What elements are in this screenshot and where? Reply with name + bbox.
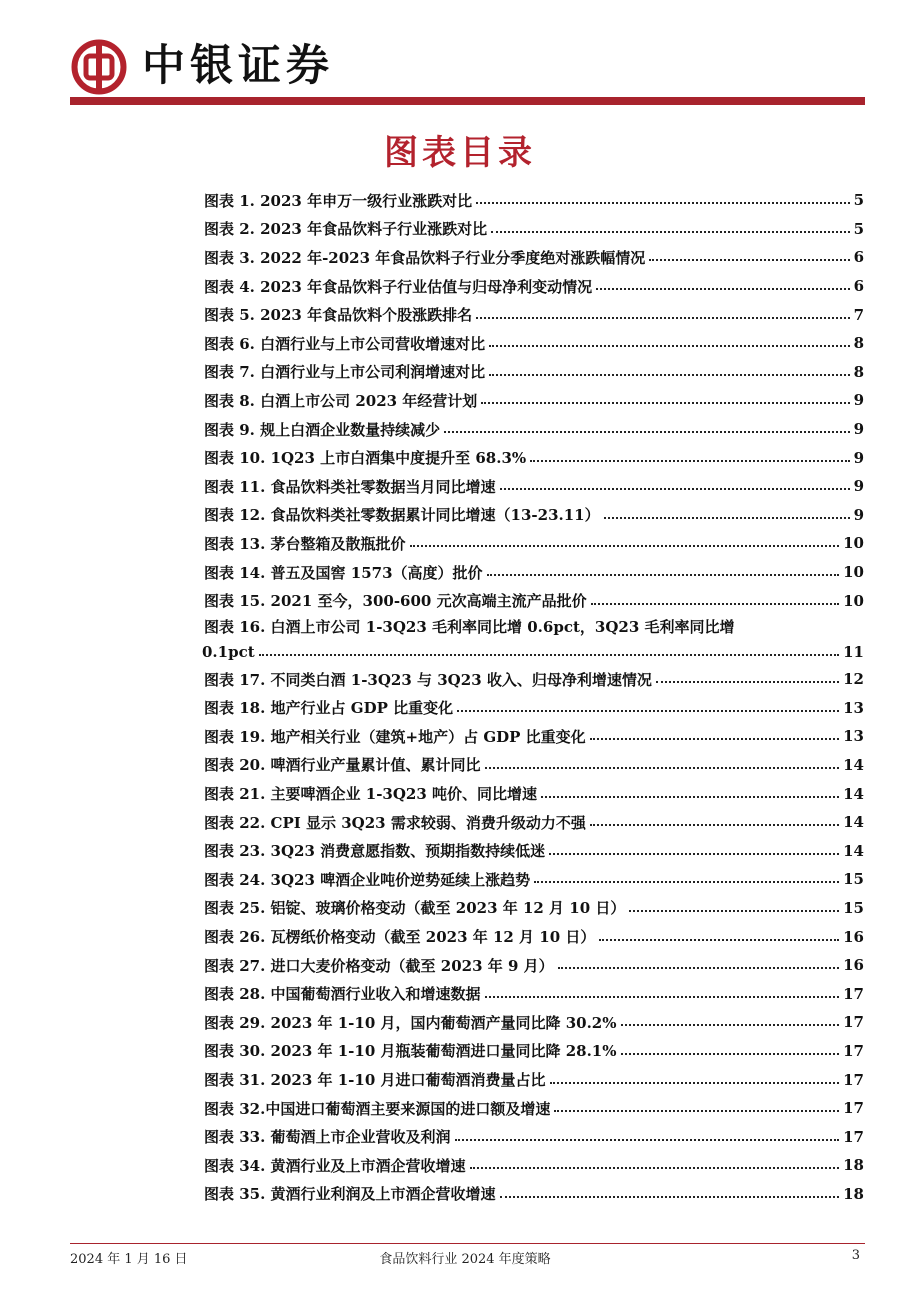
toc-entry-label: 图表 21. 主要啤酒企业 1-3Q23 吨价、同比增速 xyxy=(204,785,538,804)
toc-entry-page: 9 xyxy=(853,505,864,524)
toc-leader-dots xyxy=(470,1167,840,1169)
toc-entry[interactable] xyxy=(204,501,864,530)
toc-entry-label: 图表 24. 3Q23 啤酒企业吨价逆势延续上涨趋势 xyxy=(204,870,531,889)
toc-leader-dots xyxy=(599,939,839,941)
toc-leader-dots xyxy=(476,317,849,319)
toc-entry[interactable] xyxy=(204,951,864,980)
toc-leader-dots xyxy=(590,738,839,740)
toc-entry-label: 图表 14. 普五及国窖 1573（高度）批价 xyxy=(204,563,483,582)
header-rule xyxy=(70,97,865,105)
toc-leader-dots xyxy=(487,574,840,576)
toc-entry-page: 13 xyxy=(843,698,864,717)
toc-entry-label: 图表 15. 2021 至今，300-600 元次高端主流产品批价 xyxy=(204,592,587,611)
toc-entry-page: 10 xyxy=(843,534,864,553)
toc-entry[interactable] xyxy=(204,300,864,329)
toc-entry-label: 图表 11. 食品饮料类社零数据当月同比增速 xyxy=(204,477,496,496)
toc-entry-page: 10 xyxy=(843,591,864,610)
toc-entry[interactable] xyxy=(204,1122,864,1151)
toc-entry-page: 17 xyxy=(843,1127,864,1146)
toc-leader-dots xyxy=(489,345,849,347)
toc-entry[interactable] xyxy=(204,894,864,923)
toc-entry-page: 11 xyxy=(843,642,864,661)
toc-entry[interactable] xyxy=(204,186,864,215)
toc-entry-label: 图表 23. 3Q23 消费意愿指数、预期指数持续低迷 xyxy=(204,842,546,861)
toc-leader-dots xyxy=(476,202,849,204)
toc-entry[interactable] xyxy=(204,808,864,837)
toc-entry-label: 图表 25. 铝锭、玻璃价格变动（截至 2023 年 12 月 10 日） xyxy=(204,899,626,918)
toc-entry-page: 16 xyxy=(843,956,864,975)
toc-entry[interactable] xyxy=(204,694,864,723)
toc-entry-label: 图表 33. 葡萄酒上市企业营收及利润 xyxy=(204,1128,451,1147)
toc-entry-page: 14 xyxy=(843,841,864,860)
toc-entry-page: 9 xyxy=(853,448,864,467)
toc-entry[interactable] xyxy=(204,865,864,894)
toc-leader-dots xyxy=(541,796,839,798)
toc-entry-page: 9 xyxy=(853,391,864,410)
toc-entry-label: 图表 12. 食品饮料类社零数据累计同比增速（13-23.11） xyxy=(204,506,600,525)
toc-entry-label: 图表 20. 啤酒行业产量累计值、累计同比 xyxy=(204,756,481,775)
table-of-figures xyxy=(204,186,864,1208)
toc-leader-dots xyxy=(455,1139,840,1141)
toc-entry-label: 图表 34. 黄酒行业及上市酒企营收增速 xyxy=(204,1156,466,1175)
toc-entry[interactable] xyxy=(204,1008,864,1037)
toc-leader-dots xyxy=(444,431,849,433)
toc-leader-dots xyxy=(621,1053,840,1055)
toc-leader-dots xyxy=(550,1082,840,1084)
toc-leader-dots xyxy=(530,460,849,462)
toc-leader-dots xyxy=(489,374,849,376)
toc-leader-dots xyxy=(596,288,849,290)
toc-entry-label: 图表 29. 2023 年 1-10 月，国内葡萄酒产量同比降 30.2% xyxy=(204,1013,617,1032)
toc-entry-label: 图表 28. 中国葡萄酒行业收入和增速数据 xyxy=(204,985,481,1004)
toc-entry[interactable] xyxy=(204,1151,864,1180)
toc-leader-dots xyxy=(485,767,840,769)
toc-entry-label: 图表 5. 2023 年食品饮料个股涨跌排名 xyxy=(204,306,473,325)
toc-entry-page: 5 xyxy=(853,219,864,238)
toc-leader-dots xyxy=(590,824,839,826)
toc-entry-page: 18 xyxy=(843,1156,864,1175)
toc-entry[interactable] xyxy=(204,558,864,587)
toc-leader-dots xyxy=(549,853,839,855)
toc-entry-page: 5 xyxy=(853,191,864,210)
toc-entry-label: 图表 2. 2023 年食品饮料子行业涨跌对比 xyxy=(204,220,488,239)
toc-entry-page: 17 xyxy=(843,1070,864,1089)
toc-entry-continuation[interactable] xyxy=(202,639,864,665)
toc-entry-page: 17 xyxy=(843,984,864,1003)
footer-page-number: 3 xyxy=(851,1248,860,1263)
toc-entry-label: 图表 7. 白酒行业与上市公司利润增速对比 xyxy=(204,363,486,382)
toc-entry[interactable] xyxy=(204,751,864,780)
toc-entry-page: 8 xyxy=(853,334,864,353)
toc-entry-label: 图表 8. 白酒上市公司 2023 年经营计划 xyxy=(204,391,478,410)
toc-leader-dots xyxy=(491,231,849,233)
toc-entry[interactable] xyxy=(204,443,864,472)
toc-leader-dots xyxy=(481,402,849,404)
toc-entry-page: 14 xyxy=(843,813,864,832)
toc-entry-page: 9 xyxy=(853,420,864,439)
toc-entry-page: 7 xyxy=(853,305,864,324)
toc-entry-page: 17 xyxy=(843,1099,864,1118)
toc-entry[interactable] xyxy=(204,665,864,694)
toc-entry-page: 17 xyxy=(843,1013,864,1032)
toc-entry[interactable] xyxy=(204,215,864,244)
footer-report-title: 食品饮料行业 2024 年度策略 xyxy=(379,1252,551,1267)
toc-entry-page: 13 xyxy=(843,727,864,746)
toc-leader-dots xyxy=(649,259,849,261)
toc-entry-page: 15 xyxy=(843,898,864,917)
toc-entry-label: 图表 17. 不同类白酒 1-3Q23 与 3Q23 收入、归母净利增速情况 xyxy=(204,670,652,689)
toc-entry-page: 14 xyxy=(843,784,864,803)
toc-entry[interactable] xyxy=(204,272,864,301)
toc-entry-label: 图表 26. 瓦楞纸价格变动（截至 2023 年 12 月 10 日） xyxy=(204,928,596,947)
toc-leader-dots xyxy=(485,996,840,998)
footer-date: 2024 年 1 月 16 日 xyxy=(70,1252,188,1267)
toc-entry[interactable] xyxy=(204,979,864,1008)
brand-name: 中银证券 xyxy=(142,41,334,91)
toc-entry-label: 图表 22. CPI 显示 3Q23 需求较弱、消费升级动力不强 xyxy=(204,813,586,832)
toc-entry[interactable] xyxy=(204,722,864,751)
toc-leader-dots xyxy=(554,1110,839,1112)
page-title: 图表目录 xyxy=(384,133,536,173)
page-header xyxy=(70,34,865,98)
toc-entry-label: 图表 6. 白酒行业与上市公司营收增速对比 xyxy=(204,334,486,353)
toc-leader-dots xyxy=(558,967,840,969)
toc-entry[interactable] xyxy=(204,1037,864,1066)
toc-entry-label: 图表 18. 地产行业占 GDP 比重变化 xyxy=(204,699,454,718)
toc-leader-dots xyxy=(656,681,839,683)
toc-leader-dots xyxy=(259,654,839,656)
toc-leader-dots xyxy=(629,910,839,912)
toc-leader-dots xyxy=(591,603,840,605)
toc-entry[interactable] xyxy=(204,472,864,501)
toc-entry-label: 图表 16. 白酒上市公司 1-3Q23 毛利率同比增 0.6pct，3Q23 毛利率同比增 xyxy=(204,618,735,637)
toc-leader-dots xyxy=(410,545,840,547)
toc-entry-label: 图表 13. 茅台整箱及散瓶批价 xyxy=(204,534,406,553)
toc-entry-page: 12 xyxy=(843,670,864,689)
footer-rule xyxy=(70,1243,865,1244)
toc-entry[interactable] xyxy=(204,615,864,639)
toc-entry[interactable] xyxy=(204,329,864,358)
toc-entry[interactable] xyxy=(204,415,864,444)
toc-entry-page: 9 xyxy=(853,477,864,496)
toc-entry-label: 图表 4. 2023 年食品饮料子行业估值与归母净利变动情况 xyxy=(204,277,593,296)
toc-entry-label: 图表 19. 地产相关行业（建筑+地产）占 GDP 比重变化 xyxy=(204,727,586,746)
toc-leader-dots xyxy=(621,1024,840,1026)
toc-leader-dots xyxy=(500,1196,840,1198)
bank-of-china-logo-icon xyxy=(70,38,128,96)
toc-entry[interactable] xyxy=(204,529,864,558)
toc-leader-dots xyxy=(604,517,850,519)
toc-entry[interactable] xyxy=(204,358,864,387)
toc-entry-page: 6 xyxy=(853,248,864,267)
toc-entry[interactable] xyxy=(204,1180,864,1209)
toc-entry[interactable] xyxy=(204,1094,864,1123)
toc-entry[interactable] xyxy=(204,243,864,272)
toc-entry[interactable] xyxy=(204,922,864,951)
toc-leader-dots xyxy=(457,710,839,712)
page-footer xyxy=(70,1248,860,1270)
toc-leader-dots xyxy=(534,881,839,883)
toc-entry-label-continuation: 0.1pct xyxy=(202,642,255,661)
toc-entry[interactable] xyxy=(204,836,864,865)
toc-entry-label: 图表 10. 1Q23 上市白酒集中度提升至 68.3% xyxy=(204,449,527,468)
toc-entry-page: 18 xyxy=(843,1184,864,1203)
toc-entry-page: 14 xyxy=(843,755,864,774)
toc-entry-label: 图表 3. 2022 年-2023 年食品饮料子行业分季度绝对涨跌幅情况 xyxy=(204,248,646,267)
toc-entry[interactable] xyxy=(204,386,864,415)
toc-entry-label: 图表 30. 2023 年 1-10 月瓶装葡萄酒进口量同比降 28.1% xyxy=(204,1042,617,1061)
toc-leader-dots xyxy=(500,488,850,490)
toc-entry[interactable] xyxy=(204,779,864,808)
toc-entry-page: 8 xyxy=(853,362,864,381)
toc-entry-page: 10 xyxy=(843,563,864,582)
toc-entry-page: 6 xyxy=(853,277,864,296)
toc-entry-label: 图表 31. 2023 年 1-10 月进口葡萄酒消费量占比 xyxy=(204,1071,546,1090)
toc-entry[interactable] xyxy=(204,1065,864,1094)
toc-entry-label: 图表 32.中国进口葡萄酒主要来源国的进口额及增速 xyxy=(204,1099,551,1118)
toc-entry[interactable] xyxy=(204,586,864,615)
toc-entry-label: 图表 27. 进口大麦价格变动（截至 2023 年 9 月） xyxy=(204,956,554,975)
toc-entry-label: 图表 9. 规上白酒企业数量持续减少 xyxy=(204,420,441,439)
toc-entry-page: 15 xyxy=(843,870,864,889)
toc-entry-label: 图表 35. 黄酒行业利润及上市酒企营收增速 xyxy=(204,1185,496,1204)
toc-entry-label: 图表 1. 2023 年申万一级行业涨跌对比 xyxy=(204,191,473,210)
toc-entry-page: 16 xyxy=(843,927,864,946)
toc-entry-page: 17 xyxy=(843,1041,864,1060)
